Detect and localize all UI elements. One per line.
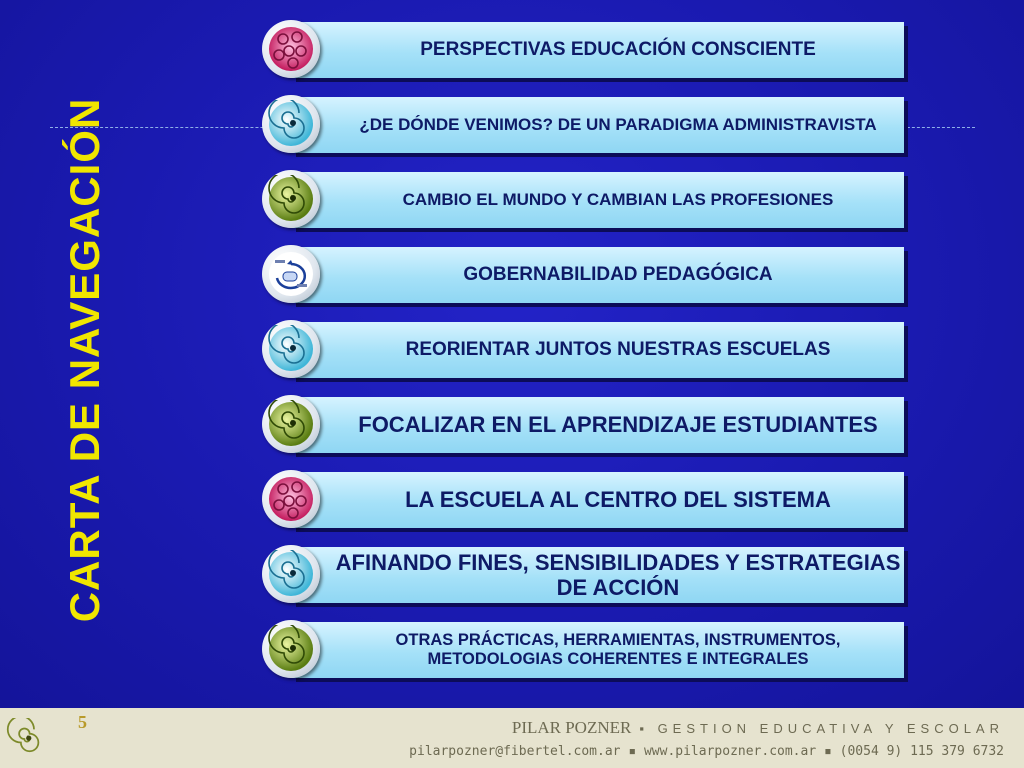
nautilus-green-icon [262, 395, 320, 453]
menu-item-label: AFINANDO FINES, SENSIBILIDADES Y ESTRATEGIAS DE ACCIÓN [335, 549, 901, 600]
brand-tagline: ▪ GESTION EDUCATIVA Y ESCOLAR [639, 721, 1004, 736]
brand-line [512, 718, 1004, 738]
nautilus-blue-icon [262, 95, 320, 153]
menu-item-afinando-fines[interactable] [262, 547, 912, 605]
menu-item-label: FOCALIZAR EN EL APRENDIZAJE ESTUDIANTES [358, 412, 878, 438]
menu-item-la-escuela[interactable] [262, 472, 912, 530]
nautilus-blue-icon [262, 320, 320, 378]
page-number: 5 [78, 712, 87, 732]
menu-item-otras-practicas[interactable] [262, 622, 912, 680]
menu-item-label: REORIENTAR JUNTOS NUESTRAS ESCUELAS [405, 339, 831, 361]
page-title: CARTA DE NAVEGACIÓN [61, 97, 108, 623]
menu-item-label: PERSPECTIVAS EDUCACIÓN CONSCIENTE [420, 39, 816, 61]
menu-item-reorientar[interactable] [262, 322, 912, 380]
footer-bar [0, 708, 1024, 768]
menu-item-label: GOBERNABILIDAD PEDAGÓGICA [463, 264, 773, 286]
nautilus-green-icon [262, 620, 320, 678]
nautilus-logo-icon [6, 718, 48, 760]
menu-item-focalizar[interactable] [262, 397, 912, 455]
menu-item-label: OTRAS PRÁCTICAS, HERRAMIENTAS, INSTRUMENTOS, METODOLOGIAS COHERENTES E INTEGRALES [395, 631, 841, 668]
menu-item-label: ¿DE DÓNDE VENIMOS? DE UN PARADIGMA ADMINISTRAVISTA [359, 115, 877, 135]
menu-item-gobernabilidad[interactable] [262, 247, 912, 305]
coral-pink-icon [262, 470, 320, 528]
coral-pink-icon [262, 20, 320, 78]
brand-name: PILAR POZNER [511, 718, 632, 737]
menu-item-label: CAMBIO EL MUNDO Y CAMBIAN LAS PROFESIONES [402, 190, 834, 210]
cycle-diagram-icon [262, 245, 320, 303]
nautilus-green-icon [262, 170, 320, 228]
nautilus-blue-icon [262, 545, 320, 603]
menu-item-de-donde-venimos[interactable] [262, 97, 912, 155]
contact-info[interactable]: pilarpozner@fibertel.com.ar ▪ www.pilarpozner.com.ar ▪ (0054 9) 115 379 6732 [409, 744, 1004, 759]
menu-item-perspectivas[interactable] [262, 22, 912, 80]
menu-item-label: LA ESCUELA AL CENTRO DEL SISTEMA [405, 487, 831, 513]
menu-item-cambio-el-mundo[interactable] [262, 172, 912, 230]
